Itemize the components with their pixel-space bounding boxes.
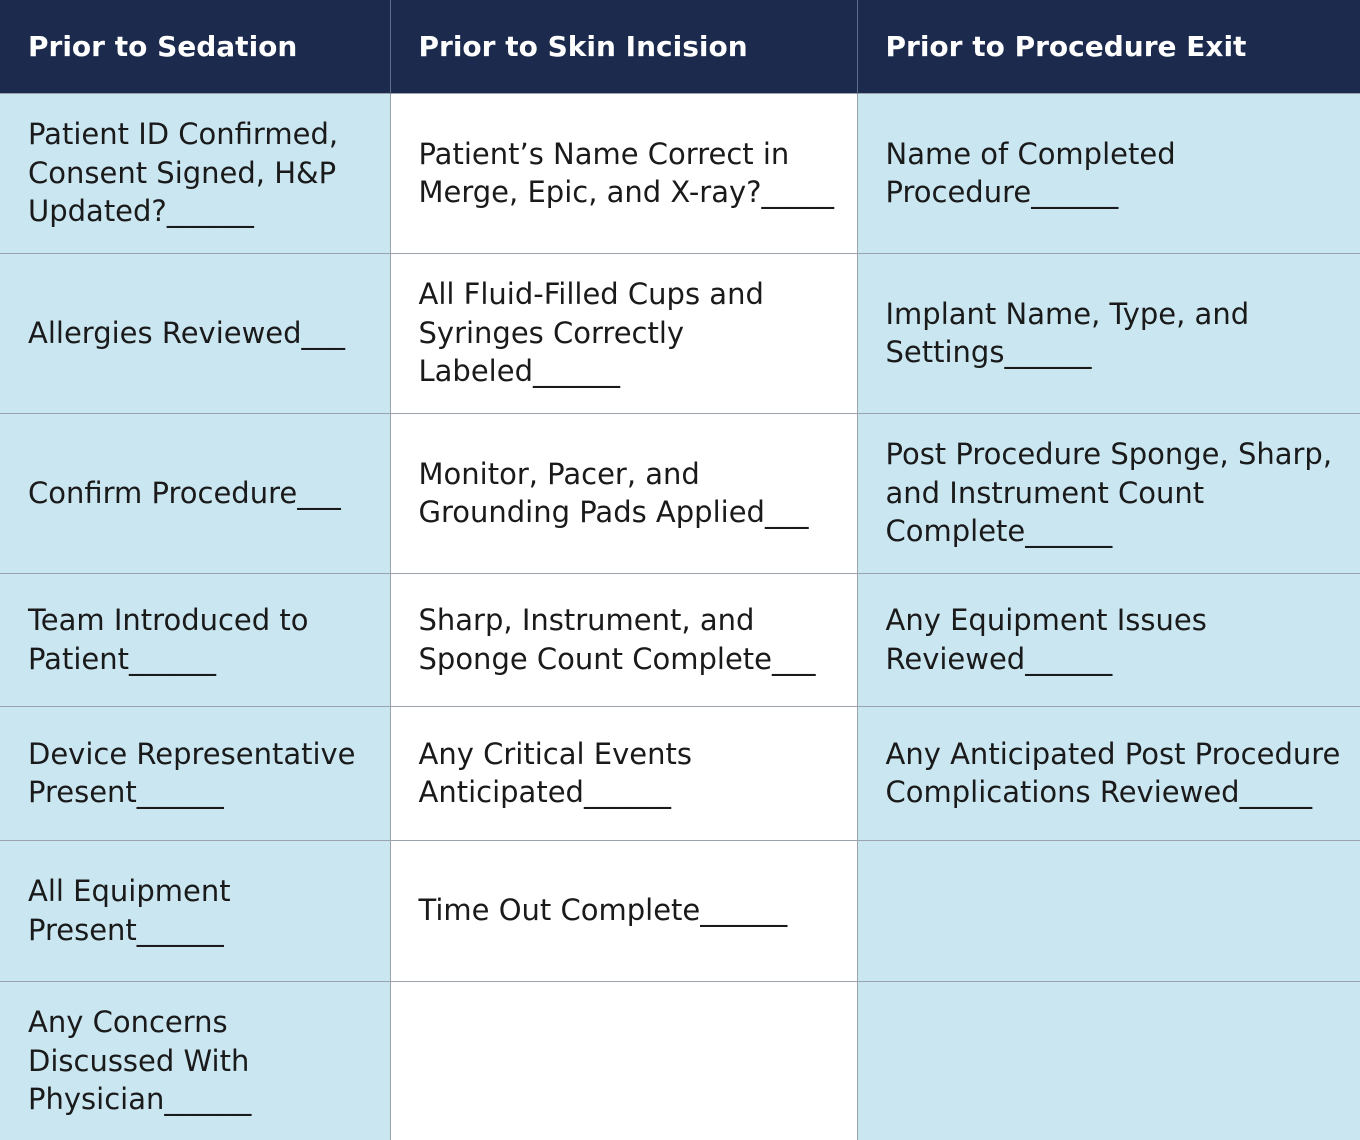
table-cell	[0, 706, 390, 840]
table-cell	[390, 573, 857, 706]
header-prior-to-sedation: Prior to Sedation	[0, 0, 390, 93]
table-cell	[857, 93, 1360, 253]
empty-cell	[857, 840, 1360, 981]
checklist-item: Any Concerns Discussed With Physician______	[28, 1005, 252, 1116]
checklist-item: Name of Completed Procedure______	[885, 136, 1176, 209]
table-cell	[390, 840, 857, 981]
table-row	[0, 253, 1360, 413]
checklist-item: Implant Name, Type, and Settings______	[885, 296, 1250, 369]
table-cell	[0, 413, 390, 573]
empty-cell	[390, 981, 857, 1140]
table-cell	[857, 706, 1360, 840]
checklist-item: Any Critical Events Anticipated______	[418, 736, 692, 809]
header-prior-to-procedure-exit: Prior to Procedure Exit	[857, 0, 1360, 93]
table-cell	[0, 840, 390, 981]
checklist-item: Confirm Procedure___	[28, 475, 341, 510]
checklist-item: Patient ID Confirmed, Consent Signed, H&P Updated?______	[28, 117, 339, 229]
table-cell	[390, 413, 857, 573]
checklist-item: Monitor, Pacer, and Grounding Pads Applied___	[418, 456, 809, 529]
table-row	[0, 573, 1360, 706]
table-cell	[0, 93, 390, 253]
table-row	[0, 413, 1360, 573]
header-prior-to-skin-incision: Prior to Skin Incision	[390, 0, 857, 93]
table-cell	[0, 253, 390, 413]
table-cell	[857, 253, 1360, 413]
table-cell	[390, 93, 857, 253]
table-cell	[0, 981, 390, 1140]
checklist-item: All Equipment Present______	[28, 874, 231, 947]
checklist-item: All Fluid-Filled Cups and Syringes Correctly Labeled______	[418, 277, 764, 389]
checklist-item: Device Representative Present______	[28, 736, 356, 809]
empty-cell	[857, 981, 1360, 1140]
table-cell	[390, 706, 857, 840]
checklist-item: Team Introduced to Patient______	[28, 603, 309, 676]
table-row	[0, 93, 1360, 253]
table-cell	[857, 573, 1360, 706]
table-cell	[390, 253, 857, 413]
table-row	[0, 706, 1360, 840]
table-cell	[0, 573, 390, 706]
table-cell	[857, 413, 1360, 573]
table-row	[0, 981, 1360, 1140]
table-row	[0, 840, 1360, 981]
checklist-item: Allergies Reviewed___	[28, 315, 346, 350]
checklist-item: Any Anticipated Post Procedure Complications Reviewed_____	[885, 736, 1341, 809]
header-row	[0, 0, 1360, 93]
checklist-item: Post Procedure Sponge, Sharp, and Instrument Count Complete______	[885, 437, 1333, 549]
checklist-item: Any Equipment Issues Reviewed______	[885, 603, 1207, 676]
checklist-item: Patient’s Name Correct in Merge, Epic, and X-ray?_____	[418, 136, 835, 209]
checklist-item: Time Out Complete______	[418, 893, 788, 928]
checklist-item: Sharp, Instrument, and Sponge Count Complete___	[418, 603, 816, 676]
